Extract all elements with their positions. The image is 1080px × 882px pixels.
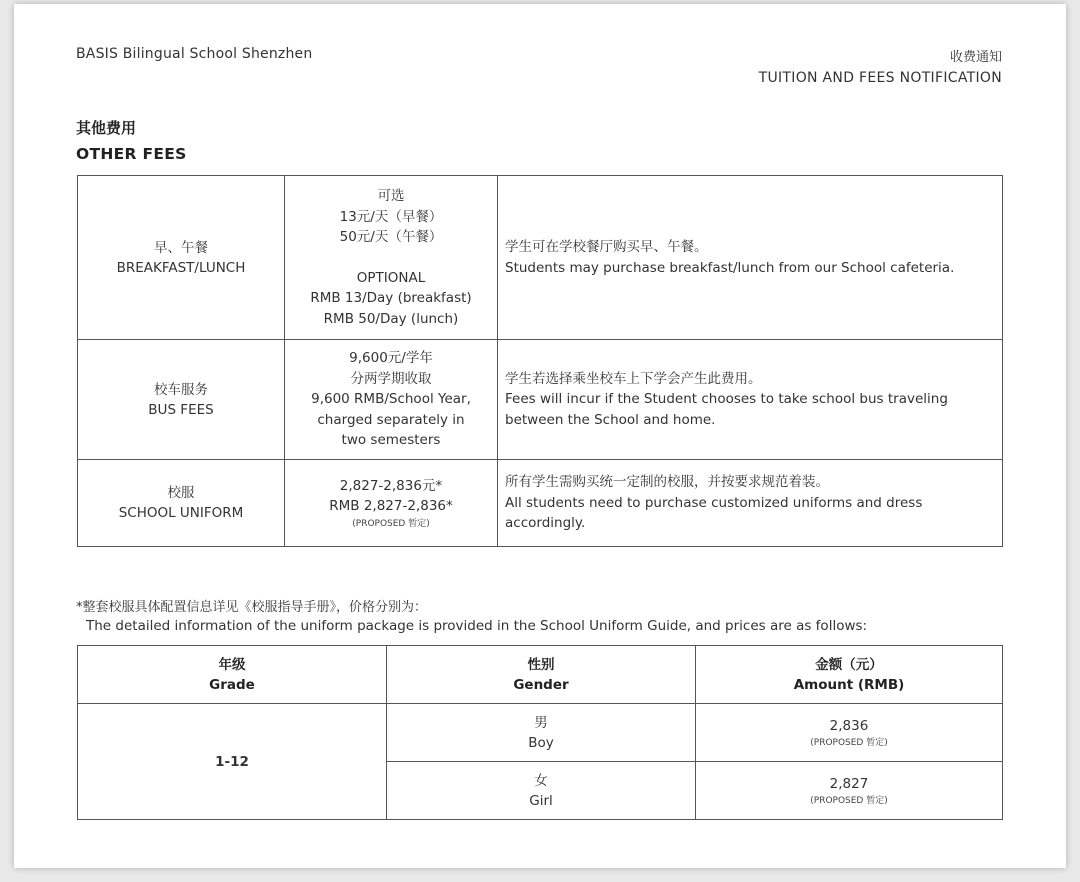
gender-en: Girl — [529, 792, 553, 809]
table-header-row — [78, 646, 1003, 704]
section-title-zh: 其他费用 — [76, 119, 137, 137]
header-grade — [78, 646, 387, 704]
proposed-note: (PROPOSED 暂定) — [810, 795, 888, 806]
document-page — [14, 4, 1066, 868]
price-line: 分两学期收取 — [350, 370, 432, 387]
uniform-note-zh: *整套校服具体配置信息详见《校服指导手册》，价格分别为： — [76, 600, 428, 615]
amount-cell — [696, 762, 1003, 820]
price-line: 9,600元/学年 — [349, 350, 433, 367]
price-line: OPTIONAL — [356, 269, 426, 286]
header-zh: 金额（元） — [815, 656, 883, 673]
notice-title-zh: 收费通知 — [949, 50, 1002, 65]
proposed-note: (PROPOSED 暂定) — [810, 737, 888, 748]
price-line: 可选 — [377, 188, 405, 204]
fee-price-cell — [285, 460, 498, 547]
amount-value: 2,836 — [829, 717, 869, 734]
fee-item-en: BUS FEES — [148, 401, 214, 418]
grade-cell: 1-12 — [78, 704, 387, 820]
fee-desc-zh: 学生若选择乘坐校车上下学会产生此费用。 — [505, 370, 762, 387]
price-line: two semesters — [341, 432, 441, 449]
fee-item-zh: 早、午餐 — [154, 239, 208, 256]
price-line: charged separately in — [317, 411, 465, 428]
fee-item-cell — [78, 460, 285, 547]
fee-desc-zh: 所有学生需购买统一定制的校服，并按要求规范着装。 — [505, 474, 829, 491]
fee-item-en: SCHOOL UNIFORM — [118, 505, 244, 521]
amount-cell — [696, 704, 1003, 762]
price-line: RMB 2,827-2,836* — [329, 498, 453, 514]
section-title-en: OTHER FEES — [76, 145, 187, 163]
header-en: Amount (RMB) — [793, 676, 905, 693]
price-spacer — [285, 248, 497, 268]
header-zh: 性别 — [527, 656, 555, 673]
header-amount — [696, 646, 1003, 704]
fee-desc-zh: 学生可在学校餐厅购买早、午餐。 — [505, 239, 708, 255]
gender-zh: 男 — [534, 714, 548, 731]
uniform-note-en: The detailed information of the uniform package is provided in the School Uniform Guide, and prices are as follows: — [86, 618, 868, 634]
fee-desc-en: Students may purchase breakfast/lunch from our School cafeteria. — [505, 259, 955, 276]
header-en: Gender — [513, 676, 569, 693]
notice-title-en: TUITION AND FEES NOTIFICATION — [758, 70, 1002, 86]
price-line: 9,600 RMB/School Year, — [311, 391, 471, 408]
fee-desc-cell — [498, 340, 1003, 460]
fee-price-cell — [285, 340, 498, 460]
price-line: RMB 50/Day (lunch) — [323, 310, 459, 327]
price-line: 13元/天（早餐） — [339, 208, 443, 225]
fee-item-cell — [78, 176, 285, 340]
fee-row-bus — [78, 340, 1003, 460]
header-en: Grade — [209, 676, 255, 693]
proposed-note: (PROPOSED 暂定) — [352, 518, 430, 529]
fee-price-cell — [285, 176, 498, 340]
header-gender — [387, 646, 696, 704]
fee-row-uniform — [78, 460, 1003, 547]
gender-zh: 女 — [534, 772, 548, 789]
fee-row-meals — [78, 176, 1003, 340]
price-line: 2,827-2,836元* — [339, 477, 443, 494]
gender-cell — [387, 704, 696, 762]
fee-desc-en: All students need to purchase customized uniforms and dress accordingly. — [505, 494, 923, 532]
price-line: RMB 13/Day (breakfast) — [310, 290, 472, 306]
table-row — [78, 704, 1003, 762]
fee-item-zh: 校服 — [167, 485, 195, 501]
gender-cell — [387, 762, 696, 820]
price-line: 50元/天（午餐） — [339, 229, 443, 245]
fee-desc-cell — [498, 460, 1003, 547]
header-zh: 年级 — [218, 656, 246, 673]
fee-desc-en: Fees will incur if the Student chooses to take school bus traveling between the School and home. — [505, 391, 948, 428]
uniform-price-table — [77, 645, 1003, 820]
amount-value: 2,827 — [829, 775, 869, 792]
school-name: BASIS Bilingual School Shenzhen — [76, 46, 313, 62]
fee-item-en: BREAKFAST/LUNCH — [116, 259, 246, 276]
fee-desc-cell — [498, 176, 1003, 340]
fee-item-zh: 校车服务 — [154, 381, 208, 398]
other-fees-table — [77, 175, 1003, 547]
gender-en: Boy — [528, 734, 554, 751]
fee-item-cell — [78, 340, 285, 460]
